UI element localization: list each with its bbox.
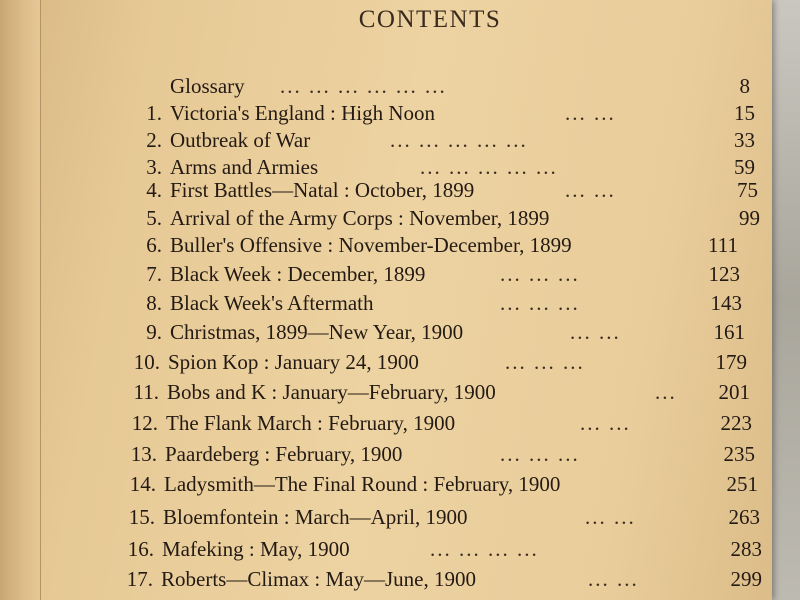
entry-number: 7. [146, 262, 162, 286]
entry-page: 111 [708, 233, 738, 257]
entry-number: 4. [146, 178, 162, 202]
entry-page: 263 [728, 505, 760, 529]
entry-number: 13. [130, 442, 157, 466]
entry-number: 15. [128, 505, 155, 529]
entry-number: 6. [146, 233, 162, 257]
toc-entry [0, 505, 800, 533]
toc-entry [0, 74, 800, 102]
entry-page: 299 [730, 567, 762, 591]
toc-entry [0, 101, 800, 129]
toc-entry [0, 262, 800, 290]
dot-leader: ... ... ... ... ... [390, 128, 528, 152]
entry-title: Arrival of the Army Corps : November, 1899 [170, 206, 550, 230]
dot-leader: ... ... ... ... ... ... [280, 74, 447, 98]
toc-entry [0, 350, 800, 378]
entry-page: 223 [720, 411, 752, 435]
entry-number: 1. [146, 101, 162, 125]
entry-number: 14. [129, 472, 156, 496]
entry-number: 17. [126, 567, 153, 591]
entry-page: 251 [726, 472, 758, 496]
entry-title: Roberts—Climax : May—June, 1900 [161, 567, 476, 591]
dot-leader: ... ... [565, 178, 616, 202]
dot-leader: ... ... ... [500, 442, 580, 466]
entry-title: Buller's Offensive : November-December, 1899 [170, 233, 572, 257]
entry-page: 179 [715, 350, 747, 374]
entry-number: 3. [146, 155, 162, 179]
entry-title: Victoria's England : High Noon [170, 101, 435, 125]
entry-page: 59 [734, 155, 755, 179]
contents-heading: CONTENTS [358, 6, 502, 33]
entry-page: 15 [734, 101, 755, 125]
toc-entry [0, 380, 800, 408]
dot-leader: ... ... ... ... ... [420, 155, 558, 179]
entry-number: 8. [146, 291, 162, 315]
dot-leader: ... ... [565, 101, 616, 125]
toc-entry [0, 128, 800, 156]
entry-title: Black Week's Aftermath [170, 291, 374, 315]
entry-title: Ladysmith—The Final Round : February, 1900 [164, 472, 561, 496]
toc-entry [0, 233, 800, 261]
entry-page: 201 [718, 380, 750, 404]
toc-entry [0, 206, 800, 234]
entry-title: Christmas, 1899—New Year, 1900 [170, 320, 464, 344]
entry-number: 5. [146, 206, 162, 230]
dot-leader: ... ... [588, 567, 639, 591]
entry-number: 9. [146, 320, 162, 344]
entry-page: 143 [710, 291, 742, 315]
entry-title: Black Week : December, 1899 [170, 262, 426, 286]
entry-number: 2. [146, 128, 162, 152]
dot-leader: ... ... ... ... [430, 537, 539, 561]
toc-entry [0, 320, 800, 348]
entry-page: 75 [737, 178, 758, 202]
entry-title: Spion Kop : January 24, 1900 [168, 350, 419, 374]
toc-entry [0, 472, 800, 500]
dot-leader: ... ... [580, 411, 631, 435]
dot-leader: ... ... ... [505, 350, 585, 374]
entry-title: First Battles—Natal : October, 1899 [170, 178, 475, 202]
entry-page: 99 [739, 206, 760, 230]
entry-number: 12. [131, 411, 158, 435]
entry-title: The Flank March : February, 1900 [166, 411, 456, 435]
toc-entry [0, 178, 800, 206]
entry-title: Glossary [170, 74, 245, 98]
toc-entry [0, 537, 800, 565]
dot-leader: ... [655, 380, 677, 404]
toc-entry [0, 567, 800, 595]
entry-title: Bobs and K : January—February, 1900 [167, 380, 496, 404]
toc-entry [0, 442, 800, 470]
entry-page: 33 [734, 128, 755, 152]
entry-page: 123 [708, 262, 740, 286]
entry-page: 283 [730, 537, 762, 561]
dot-leader: ... ... ... [500, 291, 580, 315]
entry-title: Paardeberg : February, 1900 [165, 442, 403, 466]
entry-title: Mafeking : May, 1900 [162, 537, 350, 561]
entry-page: 161 [713, 320, 745, 344]
entry-page: 235 [723, 442, 755, 466]
entry-number: 10. [133, 350, 160, 374]
toc-entry [0, 411, 800, 439]
dot-leader: ... ... [585, 505, 636, 529]
entry-title: Arms and Armies [170, 155, 319, 179]
entry-number: 11. [133, 380, 159, 404]
dot-leader: ... ... [570, 320, 621, 344]
entry-title: Bloemfontein : March—April, 1900 [163, 505, 468, 529]
dot-leader: ... ... ... [500, 262, 580, 286]
toc-entry [0, 291, 800, 319]
entry-title: Outbreak of War [170, 128, 311, 152]
entry-page: 8 [739, 74, 750, 98]
entry-number: 16. [127, 537, 154, 561]
